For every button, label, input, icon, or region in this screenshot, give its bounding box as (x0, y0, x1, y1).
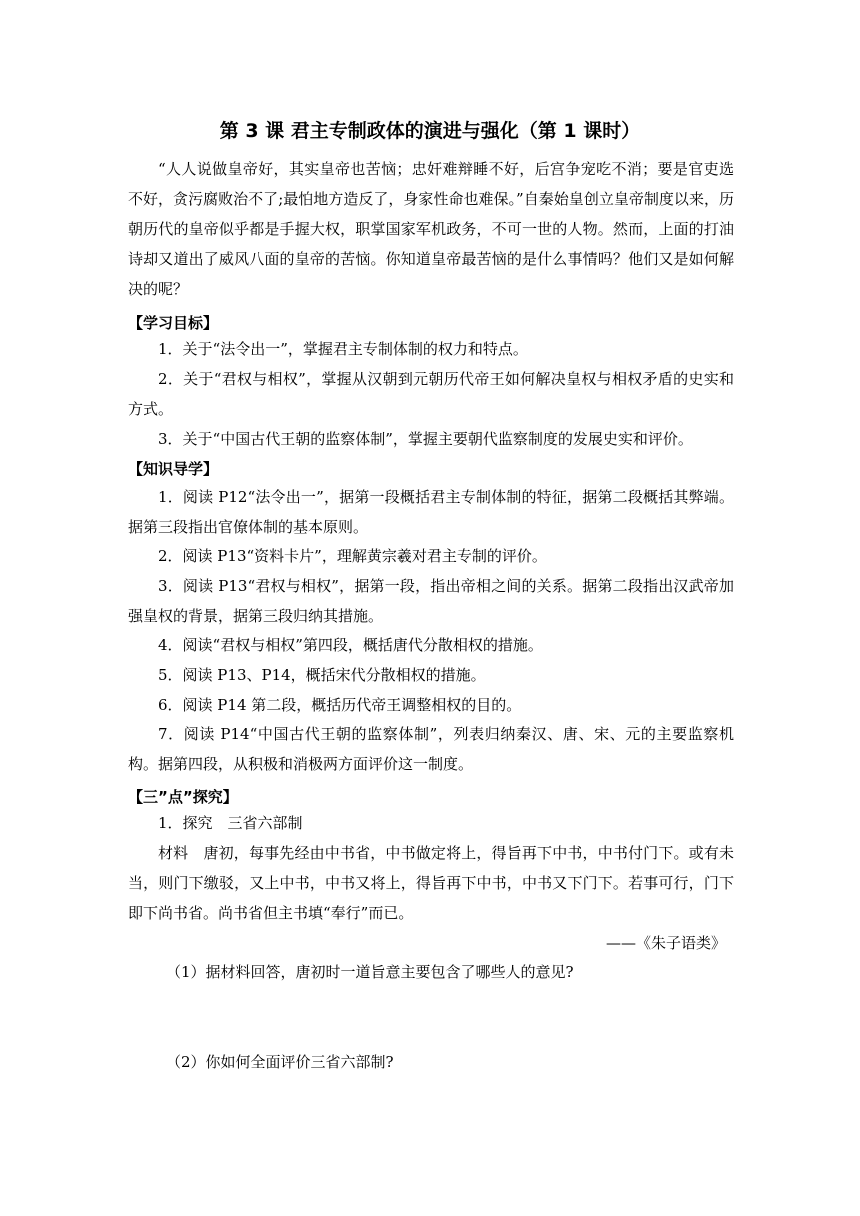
intro-paragraph: “人人说做皇帝好，其实皇帝也苦恼；忠奸难辩睡不好，后宫争宠吃不消；要是官吏选不好，贪污腐败治不了;最怕地方造反了，身家性命也难保。”自秦始皇创立皇帝制度以来，历朝历代的皇帝似乎都是手握大权，职掌国家军机政务，不可一世的人物。然而，上面的打油诗却又道出了威风八面的皇帝的苦恼。你知道皇帝最苦恼的是什么事情吗？他们又是如何解决的呢？ (128, 160, 734, 298)
question-2: （2）你如何全面评价三省六部制? (166, 1053, 394, 1071)
objective-item-3: 3．关于“中国古代王朝的监察体制”，掌握主要朝代监察制度的发展史实和评价。 (158, 430, 693, 448)
lesson-title: 第 3 课 君主专制政体的演进与强化（第 1 课时） (219, 120, 641, 142)
guide-item-4: 4．阅读“君权与相权”第四段，概括唐代分散相权的措施。 (158, 636, 543, 654)
guide-heading: 【知识导学】 (128, 460, 219, 478)
guide-item-6: 6．阅读 P14 第二段，概括历代帝王调整相权的目的。 (158, 696, 522, 714)
guide-item-5: 5．阅读 P13、P14，概括宋代分散相权的措施。 (158, 666, 486, 684)
guide-item-1: 1．阅读 P12“法令出一”，据第一段概括君主专制体制的特征，据第二段概括其弊端。据第三段指出官僚体制的基本原则。 (128, 488, 734, 536)
objective-item-1: 1．关于“法令出一”，掌握君主专制体制的权力和特点。 (158, 340, 528, 358)
explore-heading: 【三”点”探究】 (128, 788, 238, 806)
objective-item-2: 2．关于“君权与相权”，掌握从汉朝到元朝历代帝王如何解决皇权与相权矛盾的史实和方式。 (128, 370, 734, 418)
guide-item-3: 3．阅读 P13“君权与相权”，据第一段，指出帝相之间的关系。据第二段指出汉武帝加强皇权的背景，据第三段归纳其措施。 (128, 577, 734, 625)
guide-item-2: 2．阅读 P13“资料卡片”，理解黄宗羲对君主专制的评价。 (158, 547, 547, 565)
explore-topic: 1．探究 三省六部制 (158, 814, 303, 832)
guide-item-7: 7．阅读 P14“中国古代王朝的监察体制”，列表归纳秦汉、唐、宋、元的主要监察机构。据第四段，从积极和消极两方面评价这一制度。 (128, 725, 734, 773)
objectives-heading: 【学习目标】 (128, 314, 219, 332)
question-1: （1）据材料回答，唐初时一道旨意主要包含了哪些人的意见? (166, 963, 574, 981)
material-source: ——《朱子语类》 (605, 934, 726, 952)
material-paragraph: 材料 唐初，每事先经由中书省，中书做定将上，得旨再下中书，中书付门下。或有未当，则门下缴驳，又上中书，中书又将上，得旨再下中书，中书又下门下。若事可行，门下即下尚书省。尚书省但主书填“奉行”而已。 (128, 844, 734, 922)
